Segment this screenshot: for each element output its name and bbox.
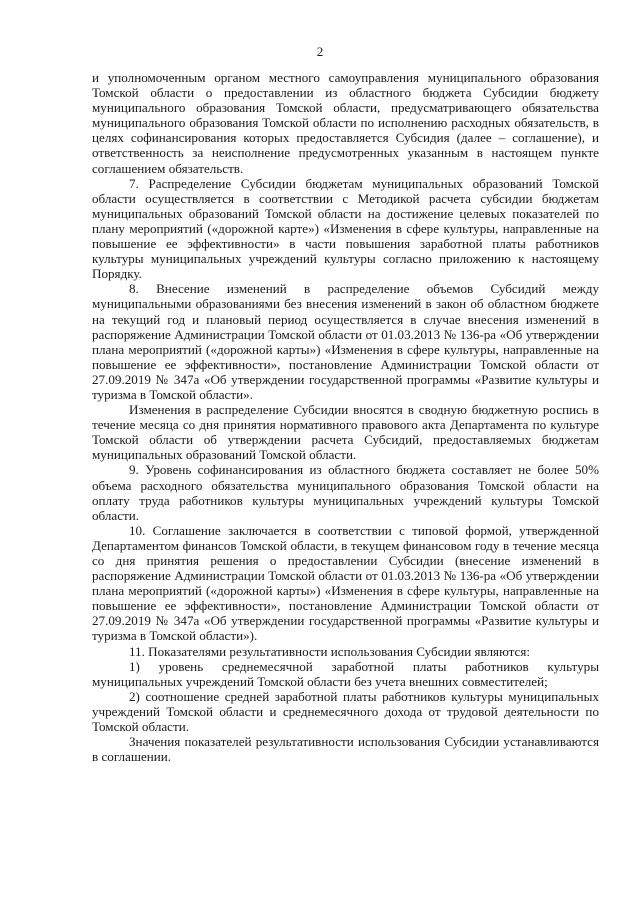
paragraph-item-11: 11. Показателями результативности использования Субсидии являются: — [129, 643, 531, 659]
paragraph-item-9: 9. Уровень софинансирования из областного бюджета составляет не более 50% объема расходного обязательства муниципального образования Томской области на оплату труда работников культуры муниципальных учреждений культуры Томской области. — [92, 462, 599, 523]
paragraph-continuation: и уполномоченным органом местного самоуправления муниципального образования Томской области о предоставлении из областного бюджета Субсидии бюджету муниципального образования Томской области, предусматривающего обязательства муниципального образования Томской области по исполнению расходных обязательств, в целях софинансирования которых предоставляется Субсидия (далее – соглашение), и ответственность за неисполнение предусмотренных указанным в настоящем пункте соглашением обязательств. — [92, 70, 599, 176]
paragraph-item-8-changes: Изменения в распределение Субсидии вносятся в сводную бюджетную роспись в течение месяца со дня принятия нормативного правового акта Департамента по культуре Томской области об утверждении расчета Субсидий, предоставляемых бюджетам муниципальных образований Томской области. — [92, 402, 599, 463]
paragraph-item-7: 7. Распределение Субсидии бюджетам муниципальных образований Томской области осуществляется в соответствии с Методикой расчета субсидии бюджетам муниципальных образований Томской области на достижение целевых показателей по плану мероприятий («дорожной карте») «Изменения в сфере культуры, направленные на повышение ее эффективности» в части повышения заработной платы работников культуры муниципальных учреждений культуры согласно приложению к настоящему Порядку. — [92, 175, 599, 282]
paragraph-item-11-indicator-1: 1) уровень среднемесячной заработной платы работников культуры муниципальных учреждений Томской области без учета внешних совместителей; — [92, 658, 599, 689]
page-number: 2 — [316, 44, 324, 59]
paragraph-item-11-indicator-2: 2) соотношение средней заработной платы работников культуры муниципальных учреждений Томской области и среднемесячного дохода от трудовой деятельности по Томской области. — [92, 688, 599, 735]
paragraph-indicator-values: Значения показателей результативности использования Субсидии устанавливаются в соглашении. — [92, 734, 599, 765]
paragraph-item-10: 10. Соглашение заключается в соответствии с типовой формой, утвержденной Департаментом финансов Томской области, в текущем финансовом году в течение месяца со дня принятия решения о предоставлении Субсидии (внесение изменений в распоряжение Администрации Томской области от 01.03.2013 № 136-ра «Об утверждении плана мероприятий («дорожной карты») «Изменения в сфере культуры, направленные на повышение ее эффективности», постановление Администрации Томской области от 27.09.2019 № 347а «Об утверждении государственной программы «Развитие культуры и туризма в Томской области»). — [92, 522, 599, 644]
paragraph-item-8: 8. Внесение изменений в распределение объемов Субсидий между муниципальными образованиями без внесения изменений в закон об областном бюджете на текущий год и плановый период осуществляется в случае внесения изменений в распоряжение Администрации Томской области от 01.03.2013 № 136-ра «Об утверждении плана мероприятий («дорожной карты») «Изменения в сфере культуры, направленные на повышение ее эффективности», постановление Администрации Томской области от 27.09.2019 № 347а «Об утверждении государственной программы «Развитие культуры и туризма в Томской области». — [92, 281, 599, 402]
document-body — [92, 70, 599, 764]
